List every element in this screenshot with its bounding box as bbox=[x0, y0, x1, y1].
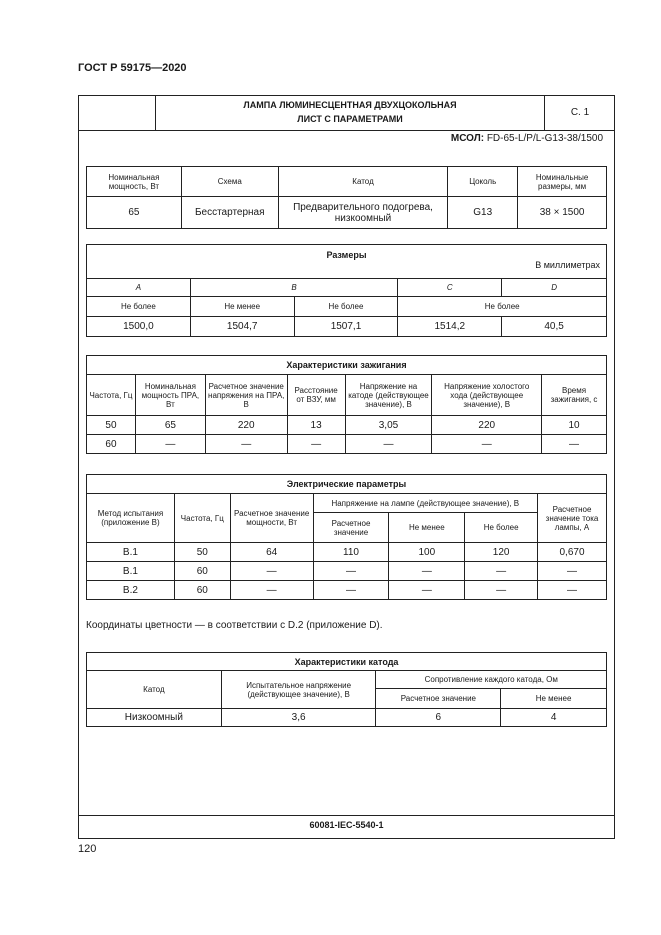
dimensions-unit: В миллиметрах bbox=[535, 260, 600, 270]
ignition-cell: — bbox=[345, 435, 432, 454]
page-number: 120 bbox=[78, 843, 97, 855]
ignition-cell: 65 bbox=[135, 416, 205, 435]
ignition-cell: — bbox=[287, 435, 345, 454]
general-cell: Предварительного подогрева, низкоомный bbox=[278, 197, 448, 229]
msol-label: МСОЛ: bbox=[450, 133, 485, 144]
sheet-number: С. 1 bbox=[570, 107, 590, 118]
cathode-table bbox=[86, 652, 607, 727]
table-row bbox=[87, 435, 607, 454]
cathode-cell: 3,6 bbox=[221, 709, 376, 727]
electrical-cell: В.2 bbox=[87, 581, 175, 600]
electrical-cell: — bbox=[465, 562, 538, 581]
ignition-cell: — bbox=[205, 435, 287, 454]
table-row bbox=[87, 416, 607, 435]
electrical-cell: — bbox=[538, 562, 607, 581]
electrical-cell: — bbox=[538, 581, 607, 600]
electrical-cell: 60 bbox=[174, 581, 230, 600]
ignition-header: Напряжение на катоде (действующее значение), В bbox=[345, 375, 432, 416]
electrical-cell: В.1 bbox=[87, 543, 175, 562]
dim-value: 1504,7 bbox=[190, 317, 294, 337]
sheet-footer-code: 60081-IEC-5540-1 bbox=[309, 820, 384, 830]
ignition-header: Номинальная мощность ПРА, Вт bbox=[135, 375, 205, 416]
electrical-header: Расчетное значение тока лампы, А bbox=[538, 494, 607, 543]
electrical-cell: — bbox=[389, 562, 465, 581]
ignition-cell: 60 bbox=[87, 435, 136, 454]
ignition-header: Время зажигания, с bbox=[542, 375, 607, 416]
dim-letter-b: B bbox=[190, 279, 398, 297]
footer-divider bbox=[78, 815, 615, 816]
document-code: ГОСТ Р 59175—2020 bbox=[78, 62, 187, 74]
electrical-cell: — bbox=[465, 581, 538, 600]
ignition-cell: 220 bbox=[432, 416, 542, 435]
ignition-cell: 220 bbox=[205, 416, 287, 435]
dim-limit: Не более bbox=[294, 297, 398, 317]
general-table bbox=[86, 166, 607, 229]
table-row bbox=[87, 581, 607, 600]
dim-value: 1514,2 bbox=[398, 317, 502, 337]
table-row bbox=[87, 543, 607, 562]
electrical-subheader: Не более bbox=[465, 513, 538, 543]
general-header: Номинальная мощность, Вт bbox=[87, 167, 182, 197]
ignition-header: Расстояние от ВЗУ, мм bbox=[287, 375, 345, 416]
dim-value: 1507,1 bbox=[294, 317, 398, 337]
electrical-cell: — bbox=[230, 562, 313, 581]
cathode-cell: 6 bbox=[376, 709, 501, 727]
general-cell: Бесстартерная bbox=[181, 197, 278, 229]
electrical-cell: В.1 bbox=[87, 562, 175, 581]
electrical-cell: 60 bbox=[174, 562, 230, 581]
dim-limit: Не более bbox=[87, 297, 191, 317]
ignition-header: Напряжение холостого хода (действующее значение), В bbox=[432, 375, 542, 416]
ignition-header: Частота, Гц bbox=[87, 375, 136, 416]
table-row bbox=[87, 709, 607, 727]
electrical-header: Метод испытания (приложение В) bbox=[87, 494, 175, 543]
ignition-cell: 13 bbox=[287, 416, 345, 435]
electrical-cell: — bbox=[230, 581, 313, 600]
sheet-header bbox=[78, 95, 615, 131]
general-header: Схема bbox=[181, 167, 278, 197]
table-row bbox=[87, 562, 607, 581]
dim-value: 1500,0 bbox=[87, 317, 191, 337]
ignition-cell: 10 bbox=[542, 416, 607, 435]
electrical-cell: 120 bbox=[465, 543, 538, 562]
general-cell: 38 × 1500 bbox=[518, 197, 607, 229]
cathode-header: Катод bbox=[87, 671, 222, 709]
electrical-cell: 0,670 bbox=[538, 543, 607, 562]
dimensions-title: Размеры bbox=[326, 250, 367, 260]
electrical-cell: 50 bbox=[174, 543, 230, 562]
general-header: Номинальные размеры, мм bbox=[518, 167, 607, 197]
dim-letter-c: C bbox=[398, 279, 502, 297]
electrical-header: Частота, Гц bbox=[174, 494, 230, 543]
general-cell: 65 bbox=[87, 197, 182, 229]
electrical-cell: 100 bbox=[389, 543, 465, 562]
dim-value: 40,5 bbox=[502, 317, 607, 337]
dim-limit: Не менее bbox=[190, 297, 294, 317]
electrical-header: Расчетное значение мощности, Вт bbox=[230, 494, 313, 543]
general-header: Катод bbox=[278, 167, 448, 197]
cathode-cell: 4 bbox=[501, 709, 607, 727]
cathode-subheader: Не менее bbox=[501, 689, 607, 709]
dimensions-title-cell bbox=[87, 245, 607, 279]
msol-code: FD-65-L/P/L-G13-38/1500 bbox=[486, 133, 603, 144]
ignition-table bbox=[86, 355, 607, 454]
general-cell: G13 bbox=[448, 197, 518, 229]
ignition-cell: 50 bbox=[87, 416, 136, 435]
cathode-title: Характеристики катода bbox=[87, 653, 607, 671]
electrical-table bbox=[86, 474, 607, 600]
electrical-cell: — bbox=[313, 581, 389, 600]
electrical-subheader: Расчетное значение bbox=[313, 513, 389, 543]
chromaticity-note: Координаты цветности — в соответствии с D.2 (приложение D). bbox=[86, 620, 383, 631]
dim-letter-d: D bbox=[502, 279, 607, 297]
general-header: Цоколь bbox=[448, 167, 518, 197]
electrical-subheader: Не менее bbox=[389, 513, 465, 543]
sheet-title bbox=[156, 95, 545, 130]
electrical-cell: 64 bbox=[230, 543, 313, 562]
dimensions-table bbox=[86, 244, 607, 337]
msol-designation bbox=[451, 133, 603, 144]
electrical-cell: — bbox=[389, 581, 465, 600]
title-line-1: ЛАМПА ЛЮМИНЕСЦЕНТНАЯ ДВУХЦОКОЛЬНАЯ bbox=[243, 100, 457, 110]
cathode-subheader: Расчетное значение bbox=[376, 689, 501, 709]
cathode-header: Сопротивление каждого катода, Ом bbox=[376, 671, 607, 689]
ignition-cell: — bbox=[432, 435, 542, 454]
electrical-cell: 110 bbox=[313, 543, 389, 562]
header-left-cell bbox=[78, 95, 156, 130]
dim-limit: Не более bbox=[398, 297, 607, 317]
electrical-title: Электрические параметры bbox=[87, 475, 607, 494]
ignition-title: Характеристики зажигания bbox=[87, 356, 607, 375]
electrical-header: Напряжение на лампе (действующее значение), В bbox=[313, 494, 537, 513]
cathode-header: Испытательное напряжение (действующее значение), В bbox=[221, 671, 376, 709]
cathode-cell: Низкоомный bbox=[87, 709, 222, 727]
ignition-cell: — bbox=[542, 435, 607, 454]
ignition-cell: 3,05 bbox=[345, 416, 432, 435]
title-line-2: ЛИСТ С ПАРАМЕТРАМИ bbox=[297, 114, 403, 124]
ignition-cell: — bbox=[135, 435, 205, 454]
dim-letter-a: A bbox=[87, 279, 191, 297]
electrical-cell: — bbox=[313, 562, 389, 581]
ignition-header: Расчетное значение напряжения на ПРА, В bbox=[205, 375, 287, 416]
